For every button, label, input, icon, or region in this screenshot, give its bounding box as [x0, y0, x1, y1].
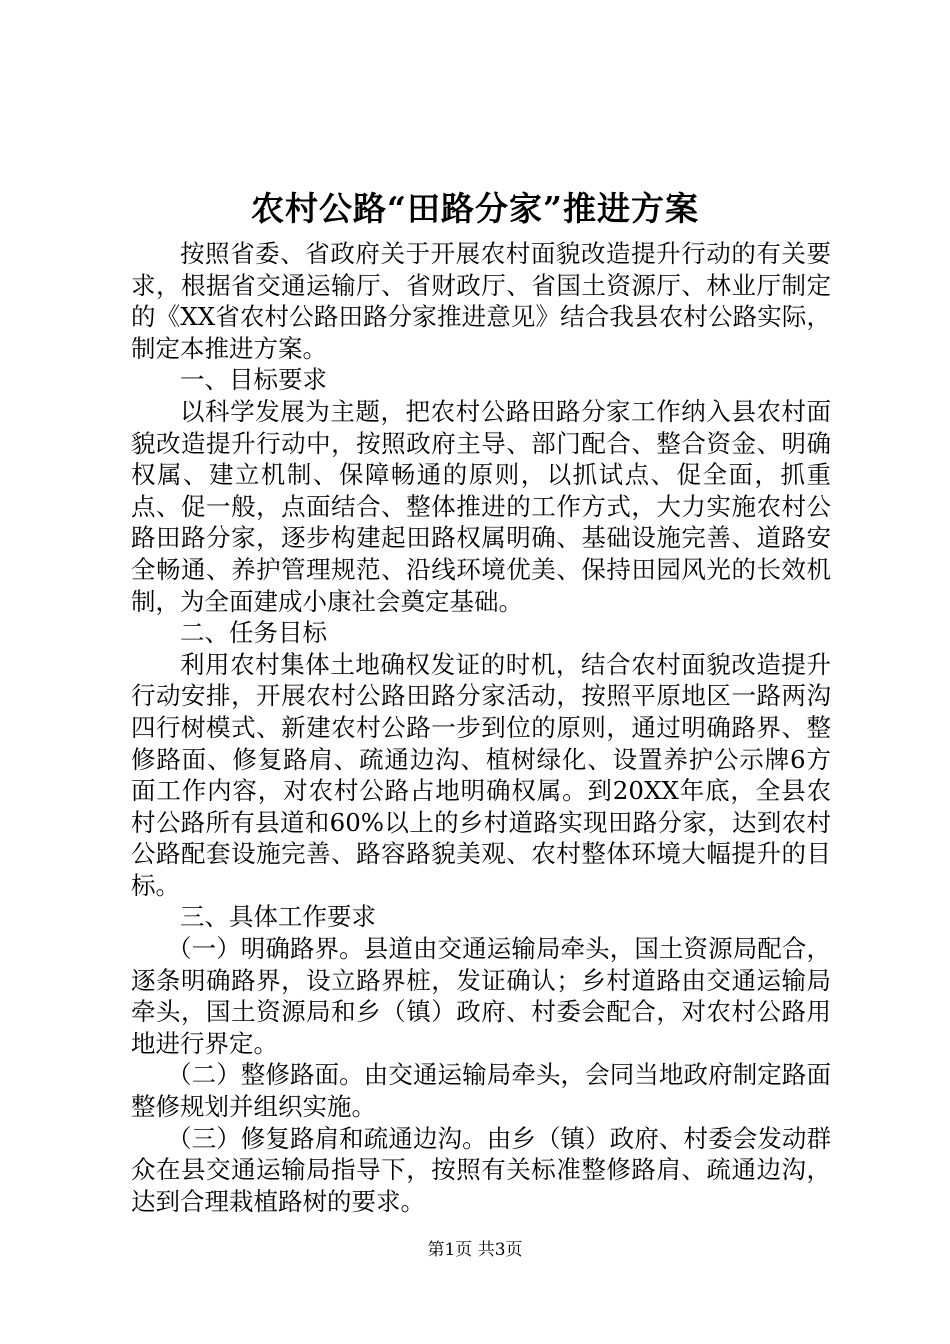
- list-item-shoulder-ditch: （三）修复路肩和疏通边沟。由乡（镇）政府、村委会发动群众在县交通运输局指导下，按照有关标准整修路肩、疏通边沟，达到合理栽植路树的要求。: [131, 1123, 831, 1216]
- paragraph-tasks: 利用农村集体土地确权发证的时机，结合农村面貌改造提升行动安排，开展农村公路田路分家活动，按照平原地区一路两沟四行树模式、新建农村公路一步到位的原则，通过明确路界、整修路面、修复路肩、疏通边沟、植树绿化、设置养护公示牌6方面工作内容，对农村公路占地明确权属。到20XX年底，全县农村公路所有县道和60%以上的乡村道路实现田路分家，达到农村公路配套设施完善、路容路貌美观、农村整体环境大幅提升的目标。: [131, 649, 831, 900]
- paragraph-intro: 按照省委、省政府关于开展农村面貌改造提升行动的有关要求，根据省交通运输厅、省财政厅、省国土资源厅、林业厅制定的《XX省农村公路田路分家推进意见》结合我县农村公路实际，制定本推进方案。: [131, 239, 831, 363]
- section-heading-tasks: 二、任务目标: [180, 618, 327, 648]
- paragraph-goals: 以科学发展为主题，把农村公路田路分家工作纳入县农村面貌改造提升行动中，按照政府主导、部门配合、整合资金、明确权属、建立机制、保障畅通的原则，以抓试点、促全面，抓重点、促一般，点面结合、整体推进的工作方式，大力实施农村公路田路分家，逐步构建起田路权属明确、基础设施完善、道路安全畅通、养护管理规范、沿线环境优美、保持田园风光的长效机制，为全面建成小康社会奠定基础。: [131, 396, 831, 616]
- page-footer: 第1页 共3页: [427, 1240, 523, 1260]
- section-heading-goals: 一、目标要求: [180, 365, 327, 395]
- list-item-road-surface: （二）整修路面。由交通运输局牵头，会同当地政府制定路面整修规划并组织实施。: [131, 1060, 831, 1122]
- section-heading-requirements: 三、具体工作要求: [180, 902, 376, 932]
- list-item-boundary: （一）明确路界。县道由交通运输局牵头，国土资源局配合，逐条明确路界，设立路界桩，发证确认；乡村道路由交通运输局牵头，国土资源局和乡（镇）政府、村委会配合，对农村公路用地进行界定。: [131, 934, 831, 1058]
- document-body: [131, 238, 831, 1217]
- document-title: 农村公路“田路分家”推进方案: [251, 189, 699, 228]
